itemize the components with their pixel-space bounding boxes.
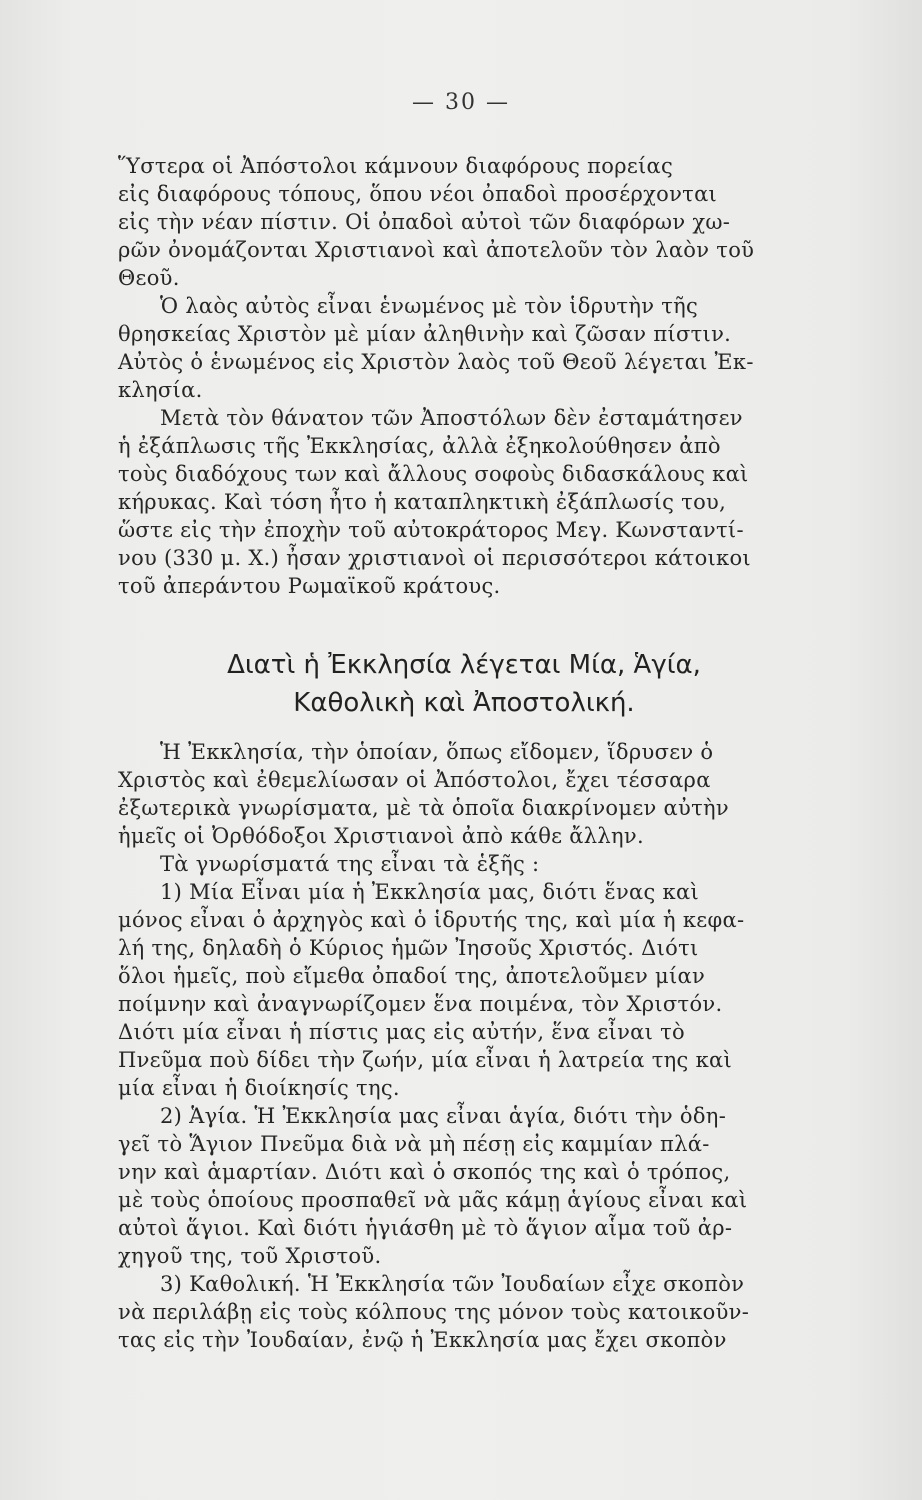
body-text-section-2	[118, 738, 810, 1354]
text-line: νου (330 μ. Χ.) ἦσαν χριστιανοὶ οἱ περισσότεροι κάτοικοι	[118, 546, 751, 570]
text-line: ἡμεῖς οἱ Ὀρθόδοξοι Χριστιανοὶ ἀπὸ κάθε ἄλλην.	[118, 824, 644, 848]
text-line: 1) Μία Εἶναι μία ἡ Ἐκκλησία μας, διότι ἕνας καὶ	[160, 880, 699, 904]
text-line: Αὐτὸς ὁ ἑνωμένος εἰς Χριστὸν λαὸς τοῦ Θεοῦ λέγεται Ἐκ-	[118, 350, 754, 374]
section-heading-line-2: Καθολικὴ καὶ Ἀποστολική.	[293, 688, 635, 718]
text-line: ὅλοι ἡμεῖς, ποὺ εἴμεθα ὀπαδοί της, ἀποτελοῦμεν μίαν	[118, 964, 706, 988]
text-line: νην καὶ ἁμαρτίαν. Διότι καὶ ὁ σκοπός της καὶ ὁ τρόπος,	[118, 1160, 731, 1184]
text-line: νὰ περιλάβῃ εἰς τοὺς κόλπους της μόνον τοὺς κατοικοῦν-	[118, 1300, 750, 1324]
text-line: Χριστὸς καὶ ἐθεμελίωσαν οἱ Ἀπόστολοι, ἔχει τέσσαρα	[118, 768, 711, 792]
text-line: χηγοῦ της, τοῦ Χριστοῦ.	[118, 1244, 382, 1268]
text-line: τας εἰς τὴν Ἰουδαίαν, ἐνῷ ἡ Ἐκκλησία μας ἔχει σκοπὸν	[118, 1328, 727, 1352]
text-line: ποίμνην καὶ ἀναγνωρίζομεν ἕνα ποιμένα, τὸν Χριστόν.	[118, 992, 723, 1016]
page-number: — 30 —	[412, 90, 510, 115]
text-line: Ὁ λαὸς αὐτὸς εἶναι ἑνωμένος μὲ τὸν ἱδρυτὴν τῆς	[160, 294, 699, 318]
text-line: τοὺς διαδόχους των καὶ ἄλλους σοφοὺς διδασκάλους καὶ	[118, 462, 749, 486]
text-line: Μετὰ τὸν θάνατον τῶν Ἀποστόλων δὲν ἐσταμάτησεν	[160, 406, 743, 430]
section-heading-line-1: Διατὶ ἡ Ἐκκλησία λέγεται Μία, Ἁγία,	[227, 650, 701, 680]
text-line: μὲ τοὺς ὁποίους προσπαθεῖ νὰ μᾶς κάμῃ ἁγίους εἶναι καὶ	[118, 1188, 748, 1212]
body-text-section-1	[118, 152, 810, 600]
text-line: Πνεῦμα ποὺ δίδει τὴν ζωήν, μία εἶναι ἡ λατρεία της καὶ	[118, 1048, 733, 1072]
text-line: 2) Ἁγία. Ἡ Ἐκκλησία μας εἶναι ἁγία, διότι τὴν ὁδη-	[160, 1104, 727, 1128]
text-line: τοῦ ἀπεράντου Ρωμαϊκοῦ κράτους.	[118, 574, 501, 598]
text-line: ἐξωτερικὰ γνωρίσματα, μὲ τὰ ὁποῖα διακρίνομεν αὐτὴν	[118, 796, 729, 820]
text-line: μία εἶναι ἡ διοίκησίς της.	[118, 1076, 400, 1100]
text-line: ρῶν ὀνομάζονται Χριστιανοὶ καὶ ἀποτελοῦν τὸν λαὸν τοῦ	[118, 238, 755, 262]
text-line: Διότι μία εἶναι ἡ πίστις μας εἰς αὐτήν, ἕνα εἶναι τὸ	[118, 1020, 685, 1044]
text-line: κήρυκας. Καὶ τόση ἦτο ἡ καταπληκτικὴ ἐξάπλωσίς του,	[118, 490, 727, 514]
text-line: κλησία.	[118, 378, 203, 402]
text-line: εἰς διαφόρους τόπους, ὅπου νέοι ὀπαδοὶ προσέρχονται	[118, 182, 718, 206]
text-line: ἡ ἐξάπλωσις τῆς Ἐκκλησίας, ἀλλὰ ἐξηκολούθησεν ἀπὸ	[118, 434, 721, 458]
text-line: αὐτοὶ ἅγιοι. Καὶ διότι ἡγιάσθη μὲ τὸ ἅγιον αἷμα τοῦ ἀρ-	[118, 1216, 733, 1240]
text-line: Ὕστερα οἱ Ἀπόστολοι κάμνουν διαφόρους πορείας	[118, 154, 674, 178]
text-line: Τὰ γνωρίσματά της εἶναι τὰ ἑξῆς :	[160, 852, 540, 876]
text-line: γεῖ τὸ Ἅγιον Πνεῦμα διὰ νὰ μὴ πέσῃ εἰς καμμίαν πλά-	[118, 1132, 710, 1156]
section-heading	[118, 646, 810, 722]
text-line: 3) Καθολική. Ἡ Ἐκκλησία τῶν Ἰουδαίων εἶχε σκοπὸν	[160, 1272, 745, 1296]
text-line: Ἡ Ἐκκλησία, τὴν ὁποίαν, ὅπως εἴδομεν, ἵδρυσεν ὁ	[160, 740, 714, 764]
text-line: μόνος εἶναι ὁ ἀρχηγὸς καὶ ὁ ἱδρυτής της, καὶ μία ἡ κεφα-	[118, 908, 745, 932]
text-line: λή της, δηλαδὴ ὁ Κύριος ἡμῶν Ἰησοῦς Χριστός. Διότι	[118, 936, 699, 960]
text-line: θρησκείας Χριστὸν μὲ μίαν ἀληθινὴν καὶ ζῶσαν πίστιν.	[118, 322, 732, 346]
text-line: Θεοῦ.	[118, 266, 180, 290]
text-line: εἰς τὴν νέαν πίστιν. Οἱ ὀπαδοὶ αὐτοὶ τῶν διαφόρων χω-	[118, 210, 731, 234]
text-line: ὥστε εἰς τὴν ἐποχὴν τοῦ αὐτοκράτορος Μεγ. Κωνσταντί-	[118, 518, 744, 542]
